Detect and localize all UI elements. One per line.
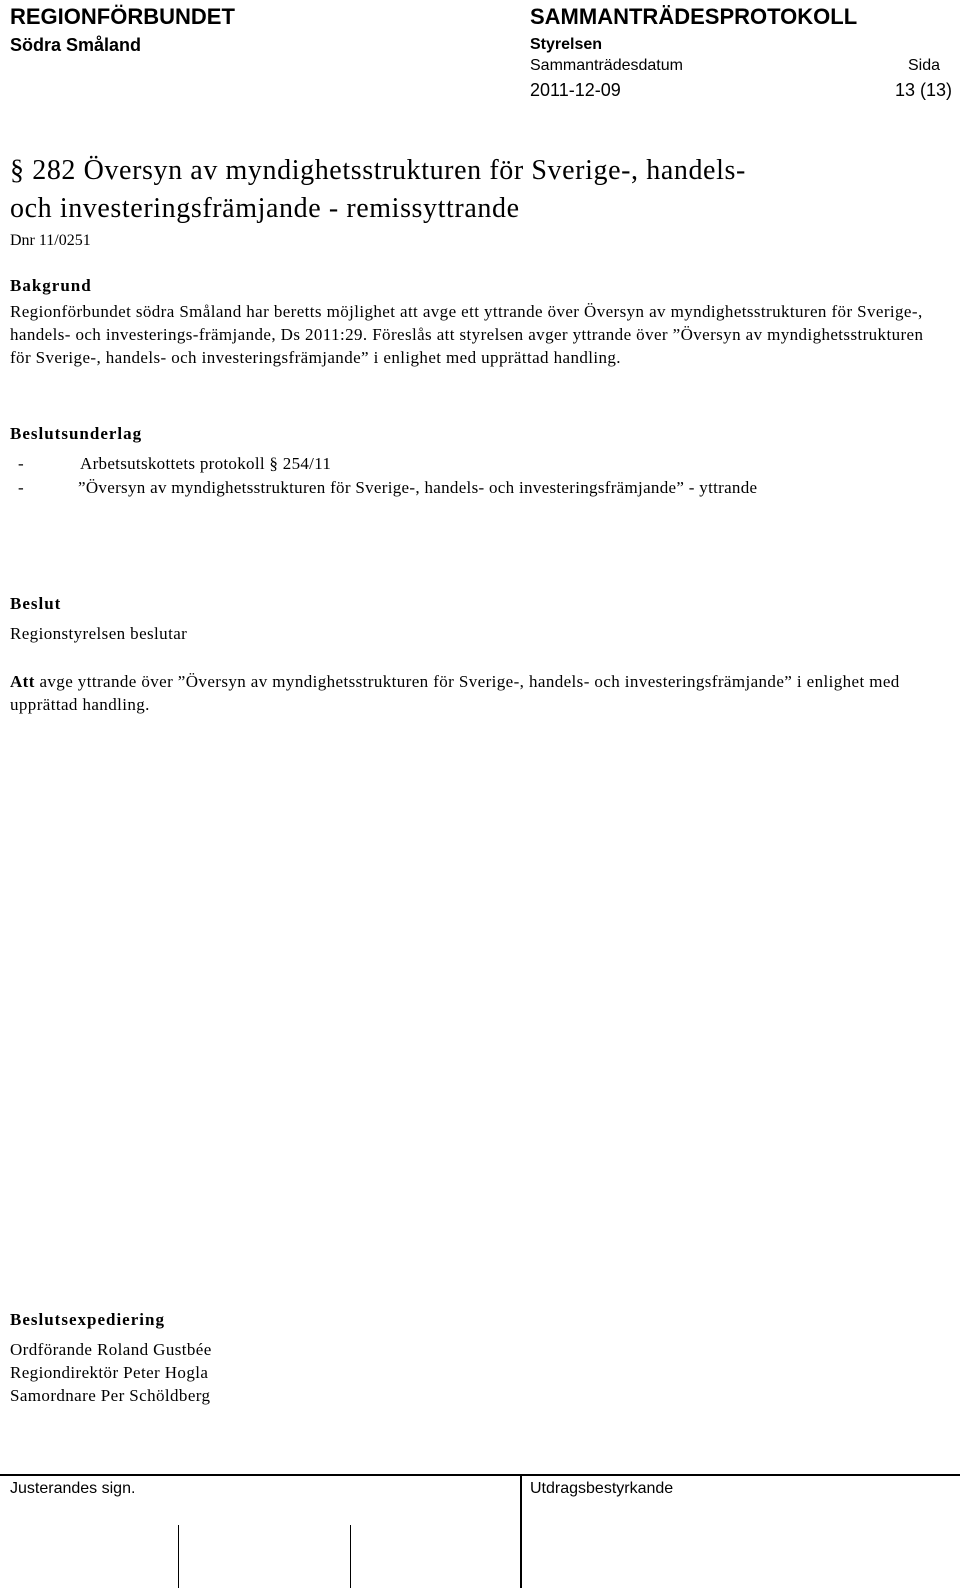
extract-certification-label: Utdragsbestyrkande [530,1480,674,1497]
section-sign: § [10,155,25,186]
list-dash: - [18,454,24,473]
meeting-date: 2011-12-09 [530,80,621,100]
page-label: Sida [908,57,941,74]
list-item-text: Arbetsutskottets protokoll § 254/11 [80,454,332,473]
decision-intro: Regionstyrelsen beslutar [10,624,188,643]
document-type: SAMMANTRÄDESPROTOKOLL [530,4,858,29]
section-title [10,152,746,228]
section-number: 282 [32,155,77,186]
footer-rule [0,1474,960,1476]
background-text: Regionförbundet södra Småland har beretts möjlighet att avge ett yttrande över Översyn av myndighetsstrukturen för Sverige-, handels- och investerings-främjande, Ds 2011:29. Föreslås att styrelsen avger yttrande över ”Översyn av myndighetsstrukturen för Sverige-, handels- och investeringsfrämjande” i enlighet med upprättad handling. [10,302,924,367]
decision-att: Att [10,672,35,691]
list-item [0,452,940,475]
decision-heading: Beslut [10,594,62,613]
decision-text [10,670,940,716]
adjusters-signature-label: Justerandes sign. [10,1480,136,1497]
region-name: Södra Småland [10,35,142,55]
case-number: Dnr 11/0251 [10,232,91,249]
board-name: Styrelsen [530,36,603,53]
list-item-text: ”Översyn av myndighetsstrukturen för Sverige-, handels- och investeringsfrämjande” - yttrande [78,478,758,497]
dispatch-recipient: Regiondirektör Peter Hogla [10,1363,209,1382]
signature-box-divider [350,1525,351,1588]
dispatch-recipient: Samordnare Per Schöldberg [10,1386,211,1405]
decision-body: avge yttrande över ”Översyn av myndighetsstrukturen för Sverige-, handels- och investeringsfrämjande” i enlighet med upprättad handling. [10,672,900,714]
background-heading: Bakgrund [10,276,92,295]
dispatch-heading: Beslutsexpediering [10,1310,165,1329]
section-title-text1: Översyn av myndighetsstrukturen för Sverige-, handels- [83,155,746,186]
section-title-line2: och investeringsfrämjande - remissyttrande [10,193,520,224]
section-title-line1 [10,152,746,190]
basis-heading: Beslutsunderlag [10,424,143,443]
meeting-date-label: Sammanträdesdatum [530,57,683,74]
dispatch-recipient: Ordförande Roland Gustbée [10,1340,212,1359]
organization-name: REGIONFÖRBUNDET [10,4,235,29]
footer-column-divider [520,1474,522,1588]
signature-box-divider [178,1525,179,1588]
list-dash: - [18,478,24,497]
page-number: 13 (13) [895,80,953,100]
list-item [0,476,940,522]
